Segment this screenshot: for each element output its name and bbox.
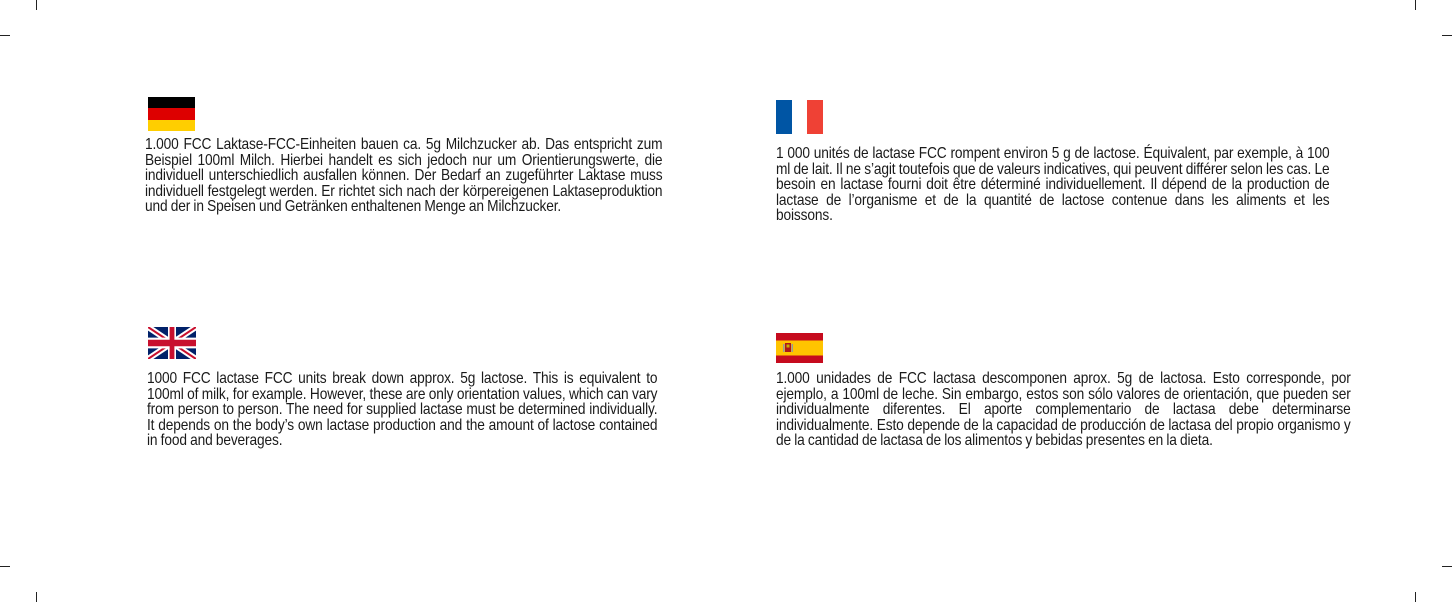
crop-mark (1415, 592, 1416, 602)
french-text: 1 000 unités de lactase FCC rompent environ 5 g de lactose. Équivalent, par exemple, à 100 ml de lait. Il ne s’agit toutefois que de valeurs indicatives, qui peuvent différer selon les cas. Le besoin en lactase fourni doit être déterminé individuellement. Il dépend de la production de lactase de l’organisme et de la quantité de lactose contenue dans les aliments et les boissons. (776, 145, 1330, 225)
crop-mark (0, 35, 10, 36)
crop-mark (0, 566, 10, 567)
german-flag-icon (148, 97, 195, 131)
spanish-flag-icon (776, 333, 823, 363)
crop-mark (36, 592, 37, 602)
crop-mark (36, 0, 37, 10)
crop-mark (1442, 35, 1452, 36)
crop-mark (1442, 566, 1452, 567)
crop-mark (1415, 0, 1416, 10)
german-text: 1.000 FCC Laktase-FCC-Einheiten bauen ca. 5g Milchzucker ab. Das entspricht zum Beispiel 100ml Milch. Hierbei handelt es sich jedoch nur um Orientierungswerte, die individuell unterschiedlich ausfallen können. Der Bedarf an zugeführter Laktase muss individuell festgelegt werden. Er richtet sich nach der körpereigenen Laktaseproduktion und der in Speisen und Getränken enthaltenen Menge an Milchzucker. (145, 136, 663, 216)
uk-flag-icon (148, 327, 196, 359)
english-text: 1000 FCC lactase FCC units break down approx. 5g lactose. This is equivalent to 100ml of milk, for example. However, these are only orientation values, which can vary from person to person. The need for supplied lactase must be determined individually. It depends on the body’s own lactase production and the amount of lactose contained in food and beverages. (147, 370, 658, 450)
spanish-text: 1.000 unidades de FCC lactasa descomponen aprox. 5g de lactosa. Esto corresponde, por ejemplo, a 100ml de leche. Sin embargo, estos son sólo valores de orientación, que pueden ser individualmente diferentes. El aporte complementario de lactasa debe determinarse individualmente. Esto depende de la capacidad de producción de lactasa del propio organismo y de la cantidad de lactasa de los alimentos y bebidas presentes en la dieta. (776, 370, 1351, 450)
french-flag-icon (776, 100, 823, 134)
